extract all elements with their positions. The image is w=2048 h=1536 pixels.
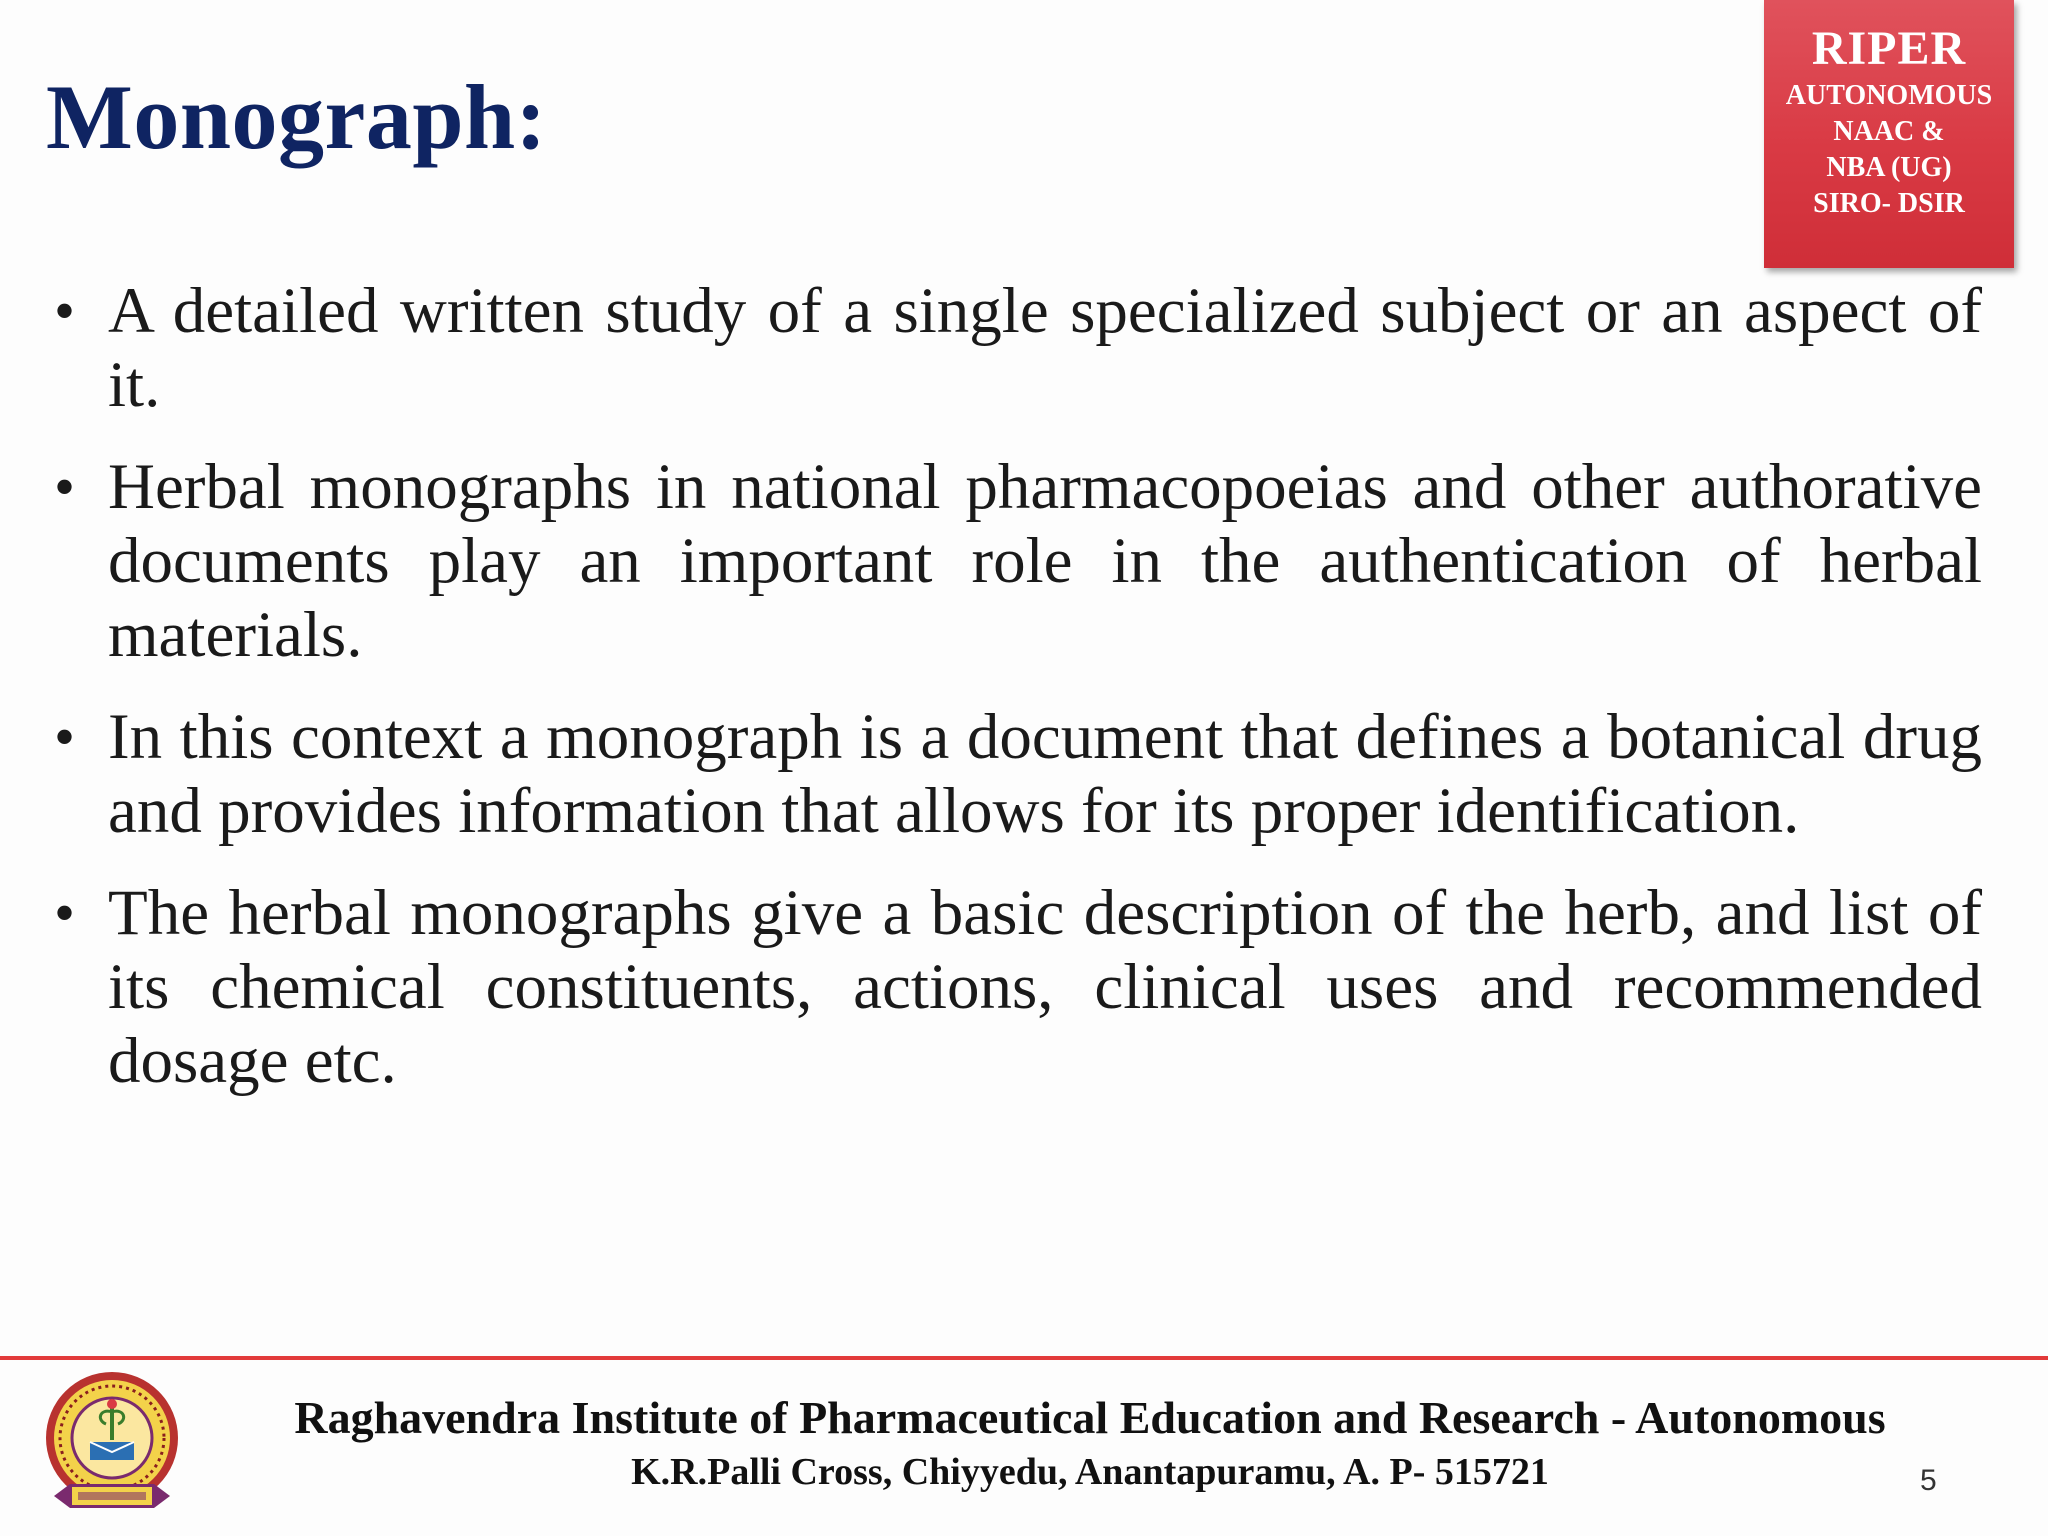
bullet-text: The herbal monographs give a basic description of the herb, and list of its chemical constituents, actions, clinical uses and recommended dosage etc. [108, 877, 1982, 1097]
footer-divider [0, 1356, 2048, 1360]
badge-line-nba: NBA (UG) [1826, 152, 1952, 183]
bullet-text: In this context a monograph is a document that defines a botanical drug and provides information that allows for its proper identification. [108, 701, 1982, 847]
bullet-item [54, 450, 1982, 672]
bullet-marker: • [54, 704, 76, 770]
institute-name: Raghavendra Institute of Pharmaceutical Education and Research - Autonomous [294, 1392, 1886, 1443]
institute-seal-icon [40, 1368, 190, 1526]
bullet-text: Herbal monographs in national pharmacopoeias and other authorative documents play an important role in the authentication of herbal materials. [108, 451, 1982, 671]
institute-address: K.R.Palli Cross, Chiyyedu, Anantapuramu, A. P- 515721 [631, 1451, 1549, 1493]
bullet-marker: • [54, 454, 76, 520]
badge-line-siro: SIRO- DSIR [1813, 188, 1965, 219]
bullet-list [54, 274, 1982, 1126]
bullet-item [54, 274, 1982, 422]
bullet-marker: • [54, 278, 76, 344]
bullet-text: A detailed written study of a single specialized subject or an aspect of it. [108, 275, 1982, 421]
slide-title: Monograph: [46, 66, 547, 168]
bullet-marker: • [54, 880, 76, 946]
bullet-item [54, 876, 1982, 1098]
page-number: 5 [1920, 1464, 1937, 1497]
badge-line-naac: NAAC & [1833, 116, 1945, 147]
bullet-item [54, 700, 1982, 848]
badge-line-autonomous: AUTONOMOUS [1785, 80, 1993, 111]
badge-title: RIPER [1811, 22, 1967, 75]
accreditation-badge [1764, 0, 2014, 268]
